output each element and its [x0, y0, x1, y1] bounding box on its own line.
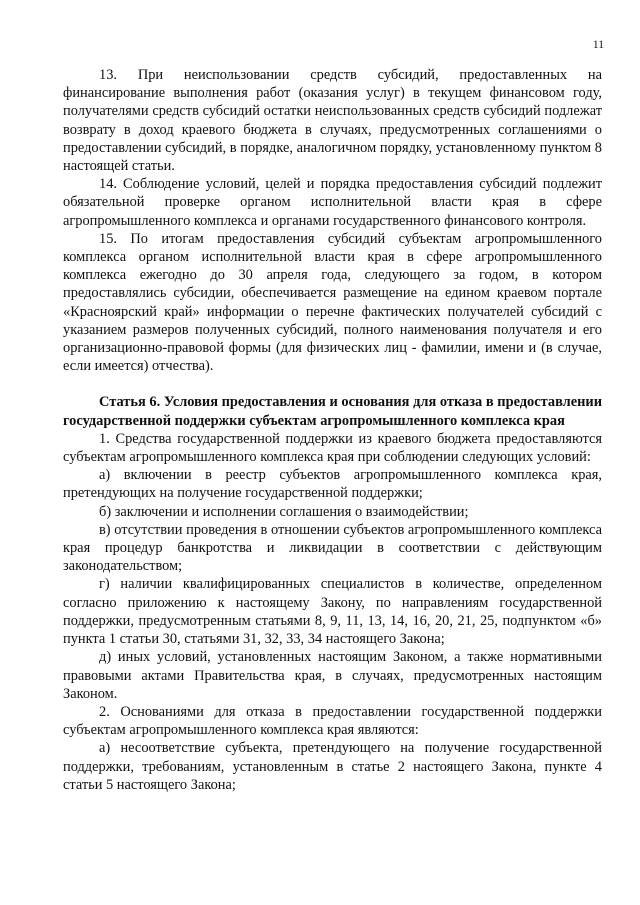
clause-1-item-b: б) заключении и исполнении соглашения о взаимодействии;: [99, 503, 469, 520]
article-6-clause-2: 2. Основаниями для отказа в предоставлении государственной поддержки субъектам агропромышленного комплекса края являются:: [63, 703, 602, 739]
paragraph-15: 15. По итогам предоставления субсидий субъектам агропромышленного комплекса органом исполнительной власти края в сфере агропромышленного комплекса ежегодно до 30 апреля года, следующего за годом, в котором предоставлялись субсидии, обеспечивается размещение на едином краевом портале «Красноярский край» информации о перечне фактических получателей субсидий с указанием размеров полученных субсидий, полного наименования получателя и его организационно-правовой формы (для физических лиц - фамилии, имени и (в случае, если имеется) отчества).: [63, 230, 602, 375]
clause-2-item-a: а) несоответствие субъекта, претендующего на получение государственной поддержки, требованиям, установленным в статье 2 настоящего Закона, пункте 4 статьи 5 настоящего Закона;: [63, 740, 602, 793]
document-body: [63, 66, 602, 794]
page-number: 11: [592, 39, 604, 51]
paragraph-14: 14. Соблюдение условий, целей и порядка предоставления субсидий подлежит обязательной проверке органом исполнительной власти края в сфере агропромышленного комплекса и органами государственного финансового контроля.: [63, 176, 602, 229]
clause-1-item-d: д) иных условий, установленных настоящим Законом, а также нормативными правовыми актами Правительства края, в случаях, предусмотренных настоящим Законом.: [63, 649, 602, 702]
article-6-clause-1: 1. Средства государственной поддержки из краевого бюджета предоставляются субъектам агропромышленного комплекса края при соблюдении следующих условий:: [63, 430, 602, 466]
clause-1-item-v: в) отсутствии проведения в отношении субъектов агропромышленного комплекса края процедур банкротства и ликвидации в соответствии с действующим законодательством;: [63, 521, 602, 575]
section-gap: [63, 375, 602, 393]
clause-1-item-g: г) наличии квалифицированных специалистов в количестве, определенном согласно приложению к настоящему Закону, по направлениям государственной поддержки, предусмотренным статьями 8, 9, 11, 13, 14, 16, 20, 21, 25, подпунктом «б» пункта 1 статьи 30, статьями 31, 32, 33, 34 настоящего Закона;: [63, 576, 602, 648]
paragraph-13: 13. При неиспользовании средств субсидий, предоставленных на финансирование выполнения работ (оказания услуг) в текущем финансовом году, получателями средств субсидий остатки неиспользованных средств субсидий подлежат возврату в доход краевого бюджета в случаях, предусмотренных соглашениями о предоставлении субсидий, в порядке, аналогичном порядку, установленному пунктом 8 настоящей статьи.: [63, 67, 602, 175]
article-6-heading: Статья 6. Условия предоставления и основания для отказа в предоставлении государственной поддержки субъектам агропромышленного комплекса края: [63, 394, 602, 429]
clause-1-item-a: а) включении в реестр субъектов агропромышленного комплекса края, претендующих на получение государственной поддержки;: [63, 467, 602, 502]
